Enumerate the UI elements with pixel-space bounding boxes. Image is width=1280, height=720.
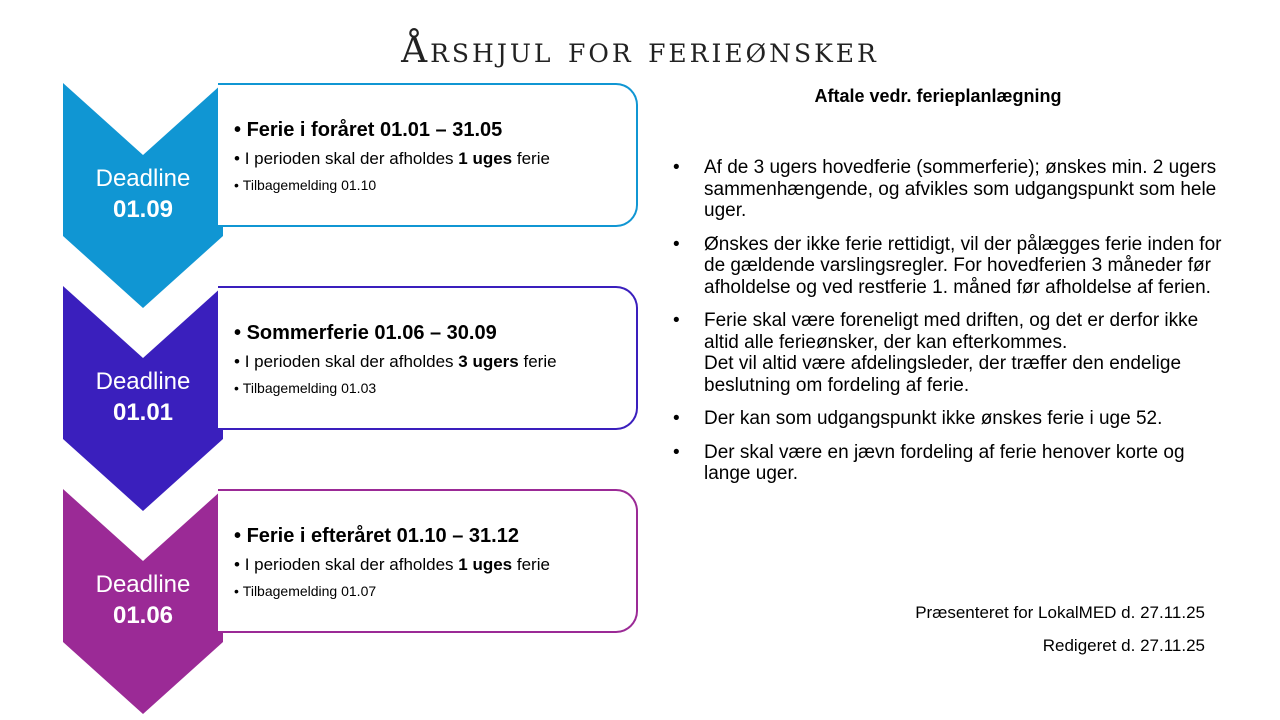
period-heading [234,119,502,142]
period-rule [234,555,550,575]
period-card [218,286,638,430]
edited-note: Redigeret d. 27.11.25 [1042,636,1205,655]
agreement-text: Der kan som udgangspunkt ikke ønskes ferie i uge 52. [704,408,1163,429]
rule-suffix: ferie [512,555,550,574]
period-card [218,489,638,633]
deadline-date: 01.06 [112,602,174,629]
deadline-date: 01.01 [112,399,174,426]
feedback-text: Tilbagemelding 01.03 [242,380,377,396]
period-rule [234,352,557,372]
period-feedback [234,583,376,599]
bullet-icon: • [234,177,243,193]
bullet-icon: • [673,408,680,429]
bullet-icon: • [234,322,247,344]
agreement-item [673,408,1233,430]
bullet-icon: • [234,149,245,168]
bullet-icon: • [673,233,680,255]
bullet-icon: • [234,352,245,371]
period-heading [234,525,519,548]
feedback-text: Tilbagemelding 01.07 [242,583,377,599]
presented-note: Præsenteret for LokalMED d. 27.11.25 [915,603,1205,622]
bullet-icon: • [673,441,680,463]
period-heading-text: Sommerferie 01.06 – 30.09 [246,322,497,344]
bullet-icon: • [234,525,247,547]
deadline-label-block [63,366,223,428]
bullet-icon: • [234,583,243,599]
period-feedback [234,177,376,193]
period-heading-text: Ferie i foråret 01.01 – 31.05 [246,119,503,141]
rule-bold: 1 uges [458,149,513,168]
agreement-text: Ferie skal være foreneligt med driften, og det er derfor ikke altid alle ferieønsker, der kan efterkommes. Det vil altid være afdelingsleder, der træffer den endelige beslutning om fordeling af ferie. [704,310,1199,396]
agreement-list [673,157,1233,497]
rule-suffix: ferie [518,352,557,371]
deadline-date: 01.09 [112,196,174,223]
agreement-item [673,310,1233,396]
deadline-label-block [63,569,223,631]
rule-bold: 1 uges [458,555,513,574]
agreement-text: Ønskes der ikke ferie rettidigt, vil der pålægges ferie inden for de gældende varslingsregler. For hovedferien 3 måneder før afholdelse og ved restferie 1. måned før afholdelse af ferien. [704,233,1222,298]
period-card [218,83,638,227]
rule-prefix: I perioden skal der afholdes [244,149,459,168]
agreement-item [673,234,1233,299]
bullet-icon: • [234,555,245,574]
agreement-item [673,157,1233,222]
agreement-heading: Aftale vedr. ferieplanlægning [814,86,1062,106]
bullet-icon: • [234,380,243,396]
bullet-icon: • [673,157,680,178]
deadline-label: Deadline [95,368,191,395]
bullet-icon: • [234,119,247,141]
bullet-icon: • [673,310,680,331]
rule-prefix: I perioden skal der afholdes [244,352,459,371]
agreement-text: Der skal være en jævn fordeling af ferie henover korte og lange uger. [704,441,1185,484]
deadline-label-block [63,163,223,225]
rule-prefix: I perioden skal der afholdes [244,555,459,574]
deadline-chevron [63,489,223,714]
period-rule [234,149,550,169]
feedback-text: Tilbagemelding 01.10 [242,177,377,193]
deadline-chevron [63,286,223,511]
agreement-item [673,442,1233,485]
deadline-label: Deadline [95,571,191,598]
agreement-text: Af de 3 ugers hovedferie (sommerferie); ønskes min. 2 ugers sammenhængende, og afvikles som udgangspunkt som hele uger. [704,157,1217,221]
rule-bold: 3 ugers [458,352,519,371]
rule-suffix: ferie [512,149,550,168]
period-heading-text: Ferie i efteråret 01.10 – 31.12 [246,525,519,547]
deadline-chevron [63,83,223,308]
page-title: Årshjul for ferieønsker [401,30,879,71]
period-heading [234,322,497,345]
deadline-label: Deadline [95,165,191,192]
period-feedback [234,380,376,396]
